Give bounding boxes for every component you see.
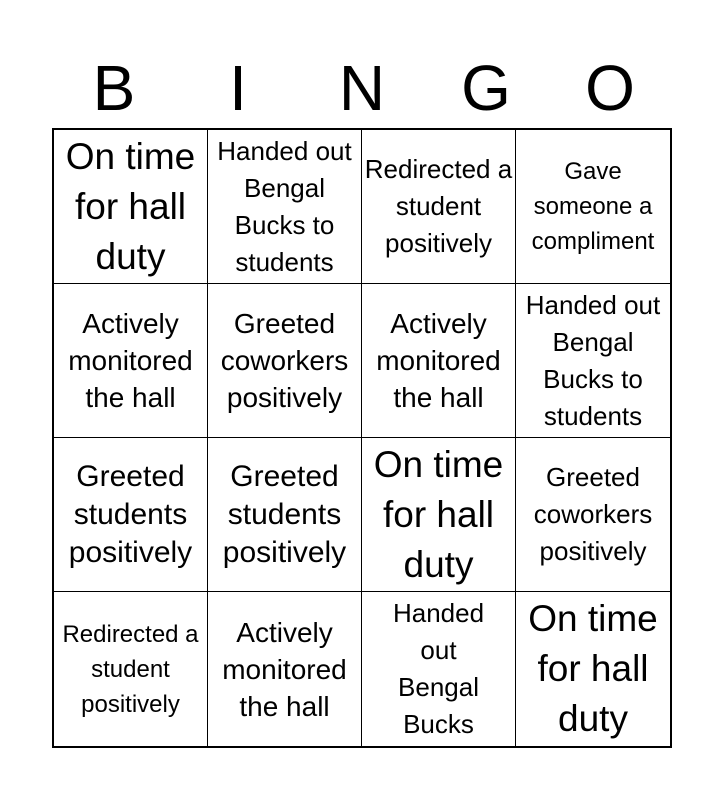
bingo-cell-label: Handed out Bengal Bucks to students [525,289,661,431]
bingo-cell[interactable] [54,438,208,592]
bingo-cell[interactable] [516,592,670,746]
bingo-cell-label: Greeted coworkers positively [220,308,349,413]
bingo-cell-label: On time for hall duty [373,443,504,585]
header-letter-n: N [338,52,386,124]
bingo-cell-label: Greeted students positively [68,459,193,569]
bingo-cell-label: Greeted coworkers positively [533,462,653,566]
bingo-cell[interactable] [516,438,670,592]
bingo-cell[interactable] [362,284,516,438]
header-letter-o: O [585,52,635,124]
bingo-cell[interactable] [362,592,516,746]
bingo-cell-label: Redirected a student positively [62,620,199,718]
bingo-cell[interactable] [362,438,516,592]
bingo-cell-label: Redirected a student positively [364,154,513,258]
header-letter-g: G [461,52,511,124]
bingo-cell-label: Gave someone a compliment [531,158,655,255]
bingo-cell-label: Actively monitored the hall [376,308,501,413]
bingo-cell[interactable] [208,438,362,592]
bingo-header [52,48,672,128]
bingo-cell[interactable] [208,130,362,284]
bingo-cell-label: On time for hall duty [65,135,196,277]
bingo-card-grid [52,128,672,748]
bingo-cell-label: Handed out Bengal Bucks [392,598,485,739]
bingo-cell[interactable] [54,284,208,438]
bingo-cell[interactable] [54,592,208,746]
bingo-cell[interactable] [208,284,362,438]
bingo-cell[interactable] [208,592,362,746]
bingo-cell-label: Actively monitored the hall [68,308,193,413]
bingo-cell-label: Greeted students positively [222,459,347,569]
bingo-cell-label: On time for hall duty [528,598,658,739]
bingo-cell-label: Handed out Bengal Bucks to students [217,135,352,277]
bingo-cell[interactable] [54,130,208,284]
bingo-cell-label: Actively monitored the hall [222,616,347,722]
bingo-cell[interactable] [516,284,670,438]
bingo-cell[interactable] [362,130,516,284]
header-letter-i: I [229,52,247,124]
bingo-cell[interactable] [516,130,670,284]
header-letter-b: B [92,52,136,124]
